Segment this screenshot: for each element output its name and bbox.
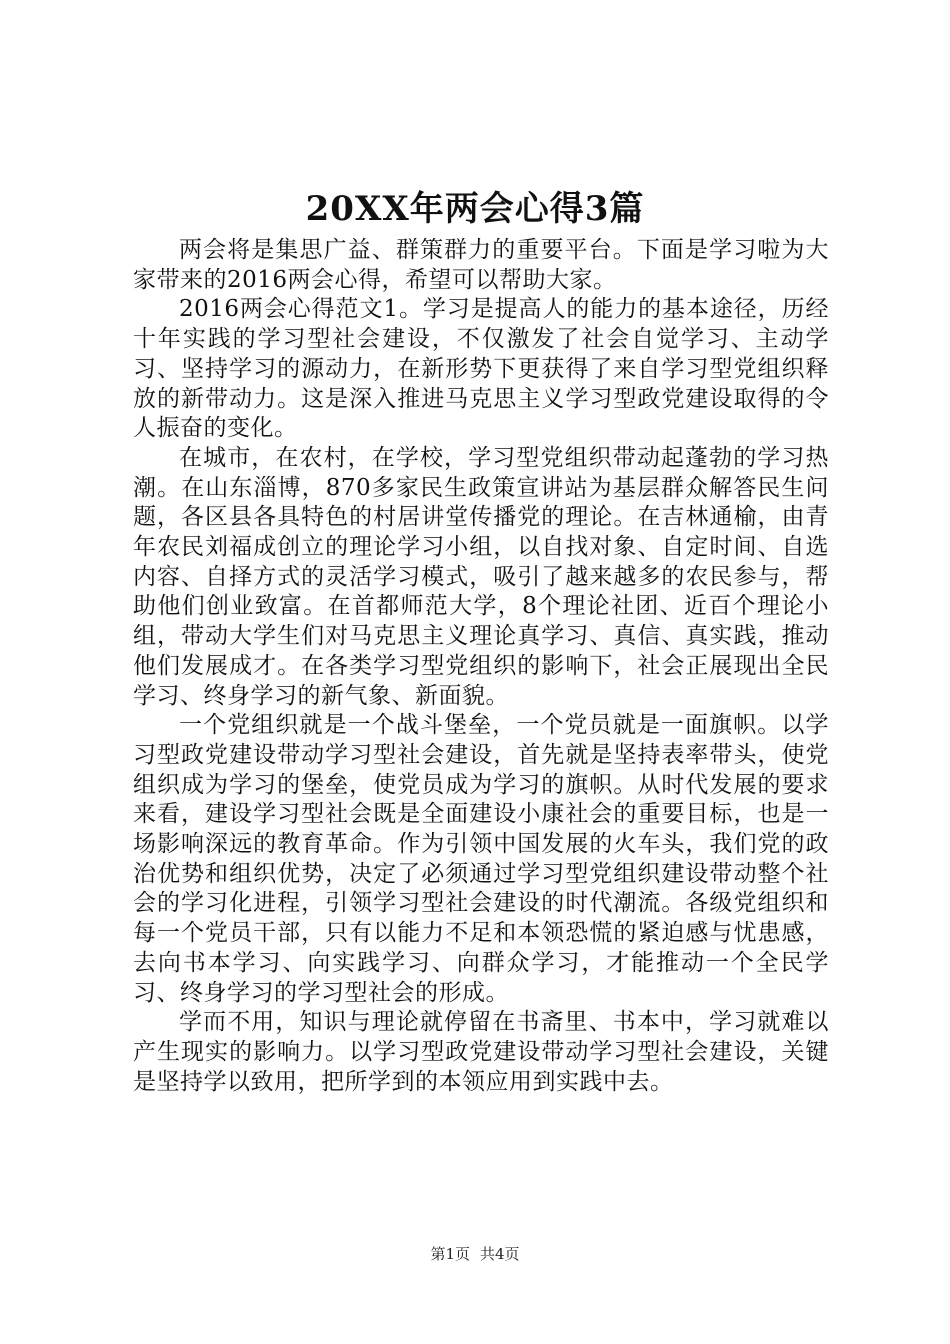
paragraph-intro: 两会将是集思广益、群策群力的重要平台。下面是学习啦为大家带来的2016两会心得，希望可以帮助大家。	[133, 237, 829, 293]
document-body	[133, 236, 829, 1097]
page-number: 第1页	[430, 1245, 470, 1263]
page-total: 共4页	[480, 1245, 520, 1263]
paragraph-essay-1: 2016两会心得范文1。学习是提高人的能力的基本途径，历经十年实践的学习型社会建设，不仅激发了社会自觉学习、主动学习、坚持学习的源动力，在新形势下更获得了来自学习型党组织释放的新带动力。这是深入推进马克思主义学习型政党建设取得的令人振奋的变化。	[133, 296, 829, 442]
paragraph-learning-examples: 在城市，在农村，在学校，学习型党组织带动起蓬勃的学习热潮。在山东淄博，870多家民生政策宣讲站为基层群众解答民生问题，各区县各具特色的村居讲堂传播党的理论。在吉林通榆，由青年农民刘福成创立的理论学习小组，以自找对象、自定时间、自选内容、自择方式的灵活学习模式，吸引了越来越多的农民参与，帮助他们创业致富。在首都师范大学，8个理论社团、近百个理论小组，带动大学生们对马克思主义理论真学习、真信、真实践，推动他们发展成才。在各类学习型党组织的影响下，社会正展现出全民学习、终身学习的新气象、新面貌。	[133, 444, 829, 709]
page-footer	[0, 1243, 950, 1265]
document-title: 20XX年两会心得3篇	[305, 189, 645, 229]
paragraph-apply-learning: 学而不用，知识与理论就停留在书斋里、书本中，学习就难以产生现实的影响力。以学习型政党建设带动学习型社会建设，关键是坚持学以致用，把所学到的本领应用到实践中去。	[133, 1009, 829, 1095]
paragraph-party-leadership: 一个党组织就是一个战斗堡垒，一个党员就是一面旗帜。以学习型政党建设带动学习型社会建设，首先就是坚持表率带头，使党组织成为学习的堡垒，使党员成为学习的旗帜。从时代发展的要求来看，建设学习型社会既是全面建设小康社会的重要目标，也是一场影响深远的教育革命。作为引领中国发展的火车头，我们党的政治优势和组织优势，决定了必须通过学习型党组织建设带动整个社会的学习化进程，引领学习型社会建设的时代潮流。各级党组织和每一个党员干部，只有以能力不足和本领恐慌的紧迫感与忧患感，去向书本学习、向实践学习、向群众学习，才能推动一个全民学习、终身学习的学习型社会的形成。	[133, 712, 829, 1006]
